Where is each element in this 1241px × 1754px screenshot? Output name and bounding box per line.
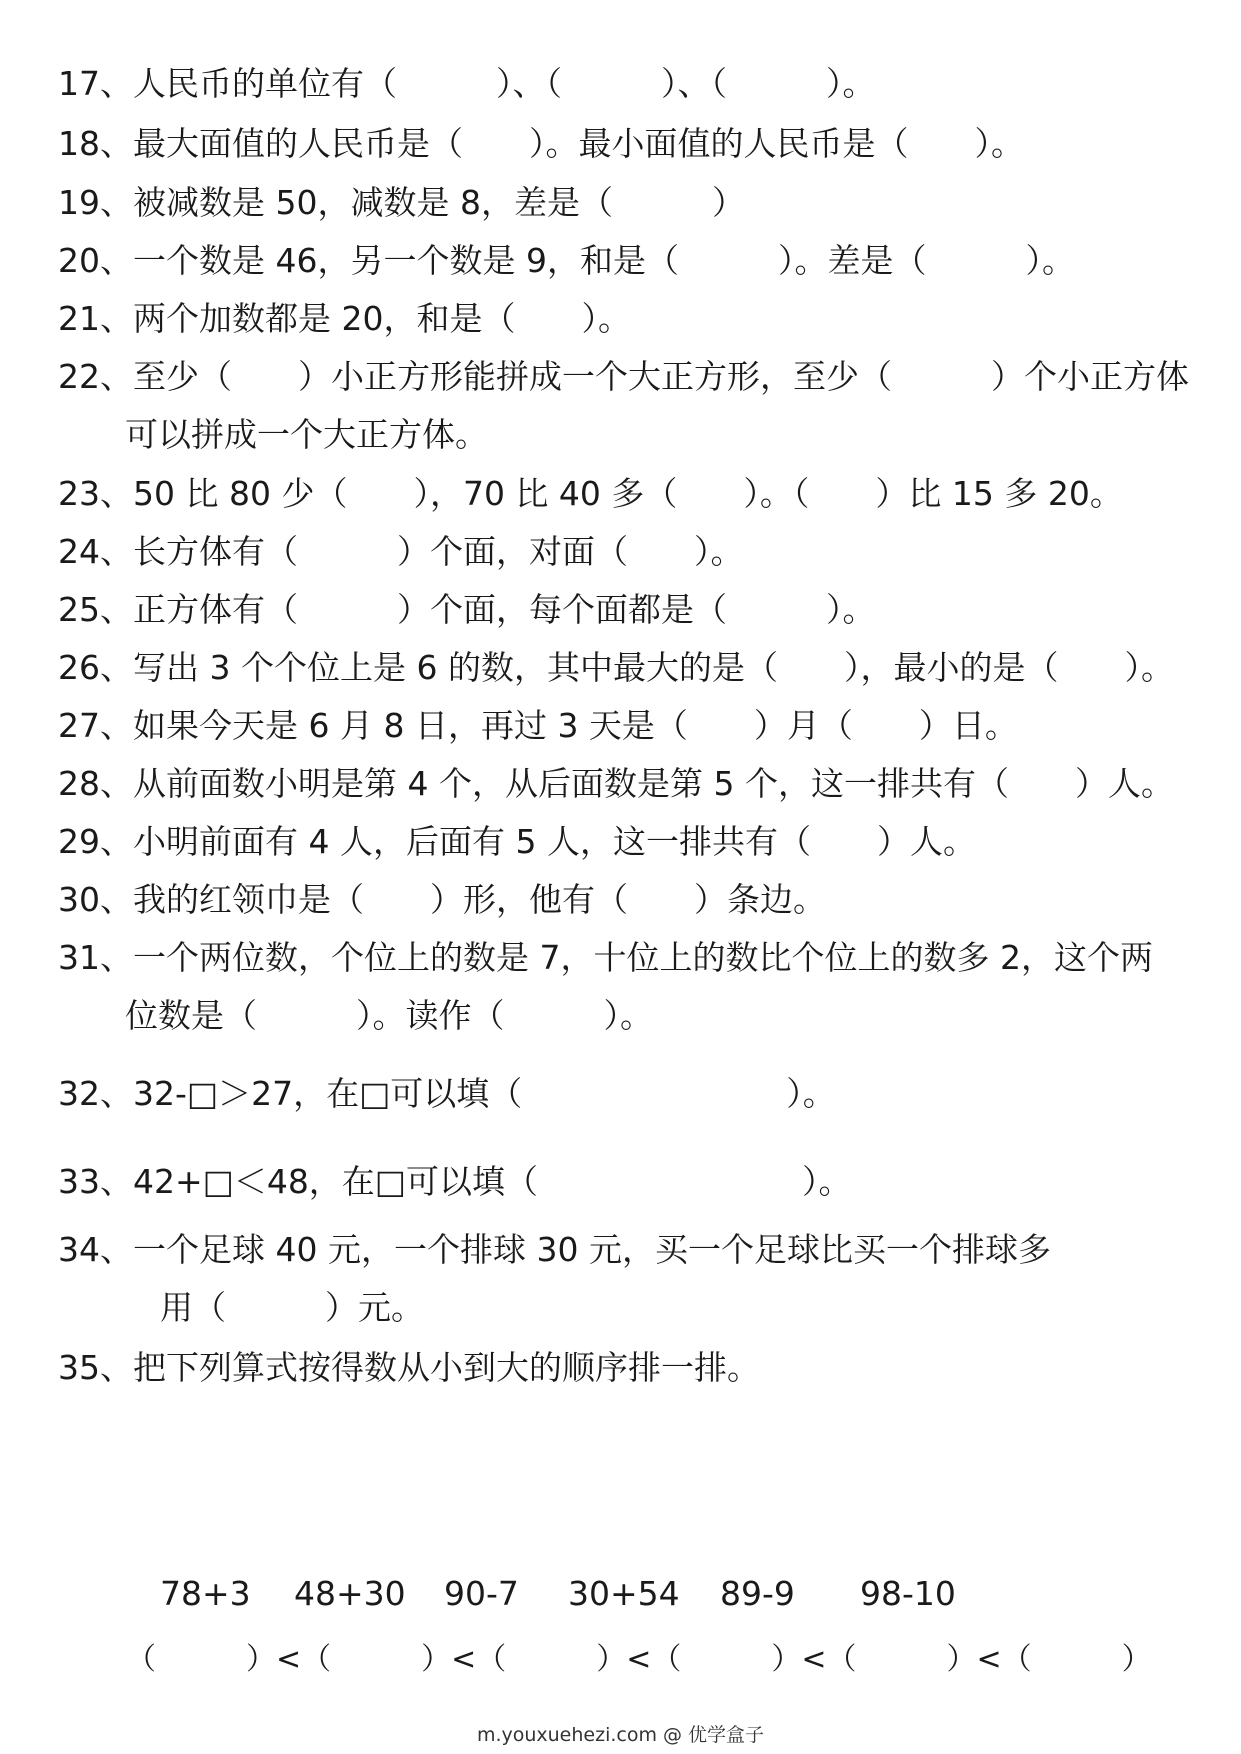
question-text: 被减数是 50，减数是 8，差是（ ） xyxy=(133,183,745,222)
question-number: 20、 xyxy=(58,241,133,280)
question-number: 19、 xyxy=(58,183,133,222)
question-text: 42+□＜48，在□可以填（ ）。 xyxy=(133,1162,852,1201)
question-number: 35、 xyxy=(58,1348,133,1387)
question-text: 两个加数都是 20，和是（ ）。 xyxy=(133,299,631,338)
question-number: 18、 xyxy=(58,124,133,163)
question-22 xyxy=(58,355,1211,399)
question-text: 我的红领巾是（ ）形，他有（ ）条边。 xyxy=(133,880,826,919)
question-text: 写出 3 个个位上是 6 的数，其中最大的是（ ），最小的是（ ）。 xyxy=(133,648,1174,687)
question-text: 如果今天是 6 月 8 日，再过 3 天是（ ）月（ ）日。 xyxy=(133,706,1018,745)
question-number: 32、 xyxy=(58,1074,133,1113)
question-text: 小明前面有 4 人，后面有 5 人，这一排共有（ ）人。 xyxy=(133,822,976,861)
question-number: 21、 xyxy=(58,299,133,338)
footer-watermark: m.youxuehezi.com @ 优学盒子 xyxy=(476,1724,765,1746)
question-number: 33、 xyxy=(58,1162,133,1201)
question-number: 25、 xyxy=(58,590,133,629)
order-answer-blanks: （ ）<（ ）<（ ）<（ ）<（ ）<（ ） xyxy=(126,1642,1152,1677)
question-18 xyxy=(58,122,1211,166)
question-text: 长方体有（ ）个面，对面（ ）。 xyxy=(133,532,744,571)
expression-item: 48+30 xyxy=(294,1574,406,1613)
question-34 xyxy=(58,1228,1211,1272)
question-21 xyxy=(58,297,1211,341)
question-text: 32-□＞27，在□可以填（ ）。 xyxy=(133,1074,836,1113)
question-text: 人民币的单位有（ ）、（ ）、（ ）。 xyxy=(133,64,876,103)
expression-item: 89-9 xyxy=(720,1574,795,1613)
question-26 xyxy=(58,646,1211,690)
question-text: 一个两位数，个位上的数是 7，十位上的数比个位上的数多 2，这个两 xyxy=(133,938,1153,977)
question-number: 27、 xyxy=(58,706,133,745)
question-19 xyxy=(58,181,1211,225)
question-34-continuation: 用（ ）元。 xyxy=(160,1288,424,1327)
question-22-continuation: 可以拼成一个大正方体。 xyxy=(125,415,488,454)
question-32 xyxy=(58,1072,1211,1116)
question-number: 24、 xyxy=(58,532,133,571)
question-text: 50 比 80 少（ ），70 比 40 多（ ）。（ ）比 15 多 20。 xyxy=(133,474,1123,513)
question-text: 至少（ ）小正方形能拼成一个大正方形，至少（ ）个小正方体 xyxy=(133,357,1189,396)
question-number: 31、 xyxy=(58,938,133,977)
question-number: 34、 xyxy=(58,1230,133,1269)
question-text: 从前面数小明是第 4 个，从后面数是第 5 个，这一排共有（ ）人。 xyxy=(133,764,1174,803)
question-31 xyxy=(58,936,1211,980)
question-number: 30、 xyxy=(58,880,133,919)
question-text: 把下列算式按得数从小到大的顺序排一排。 xyxy=(133,1348,760,1387)
question-number: 26、 xyxy=(58,648,133,687)
question-35 xyxy=(58,1346,1211,1390)
question-25 xyxy=(58,588,1211,632)
question-28 xyxy=(58,762,1211,806)
question-30 xyxy=(58,878,1211,922)
question-number: 23、 xyxy=(58,474,133,513)
question-number: 17、 xyxy=(58,64,133,103)
question-27 xyxy=(58,704,1211,748)
question-text: 一个足球 40 元，一个排球 30 元，买一个足球比买一个排球多 xyxy=(133,1230,1051,1269)
question-17 xyxy=(58,62,1211,106)
question-20 xyxy=(58,239,1211,283)
expression-item: 78+3 xyxy=(160,1574,251,1613)
question-24 xyxy=(58,530,1211,574)
question-33 xyxy=(58,1160,1211,1204)
expression-item: 30+54 xyxy=(568,1574,680,1613)
question-number: 28、 xyxy=(58,764,133,803)
question-29 xyxy=(58,820,1211,864)
expression-item: 90-7 xyxy=(444,1574,519,1613)
question-23 xyxy=(58,472,1211,516)
expression-item: 98-10 xyxy=(860,1574,956,1613)
question-number: 22、 xyxy=(58,357,133,396)
question-text: 一个数是 46，另一个数是 9，和是（ ）。差是（ ）。 xyxy=(133,241,1075,280)
question-number: 29、 xyxy=(58,822,133,861)
question-text: 最大面值的人民币是（ ）。最小面值的人民币是（ ）。 xyxy=(133,124,1024,163)
question-text: 正方体有（ ）个面，每个面都是（ ）。 xyxy=(133,590,876,629)
question-31-continuation: 位数是（ ）。读作（ ）。 xyxy=(125,996,653,1035)
